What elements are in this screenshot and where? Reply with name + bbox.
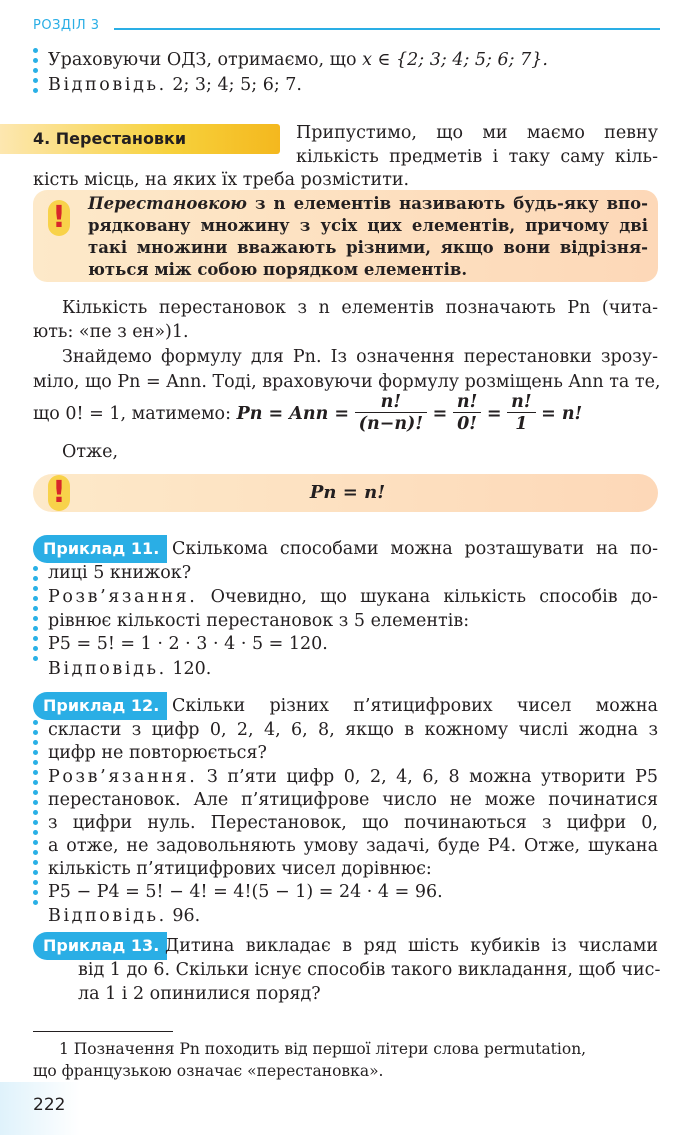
example-12-badge: Приклад 12. (33, 692, 167, 720)
intro-line-3: кість місць, на яких їх треба розмістити. (33, 170, 410, 190)
fraction-3: $\frac{n!}{1}$ (507, 392, 535, 435)
ex11-q-line-2: лиці 5 книжок? (48, 563, 192, 583)
ex11-calc: P5 = 5! = 1 · 2 · 3 · 4 · 5 = 120. (48, 634, 328, 654)
footnote-rule (33, 1031, 173, 1032)
ex12-q-line-1: Скільки різних п’ятицифрових чисел можна (172, 696, 658, 716)
definition-text: Перестановкою з n елементів називають будь-яку впо- рядковану множину з усіх цих елементів, причому дві такі множини вважають різними, якщо вони відрізня- ються між собою порядком елементів. (88, 194, 648, 279)
fraction-2: $\frac{n!}{0!}$ (453, 392, 481, 435)
p2-line-1: Знайдемо формулу для Pn. Із означення перестановки зрозу- (62, 347, 658, 367)
ex12-q-line-3: цифр не повторюється? (48, 743, 267, 763)
ex13-q-line-2: від 1 до 6. Скільки існує способів такого викладання, щоб чис- (78, 960, 661, 980)
footnote: 1 Позначення Pn походить від першої літери слова permutation, що французькою означає «перестановка». (33, 1040, 587, 1080)
odz-line: Ураховуючи ОДЗ, отримаємо, що x ∈ {2; 3; 4; 5; 6; 7}. (48, 50, 548, 70)
ex11-answer: Відповідь. 120. (48, 659, 212, 679)
intro-line-1: Припустимо, що ми маємо певну (296, 123, 658, 143)
example-11-badge: Приклад 11. (33, 535, 167, 563)
header-rule (114, 28, 660, 30)
p1-line-1: Кількість перестановок з n елементів позначають Pn (чита- (62, 298, 658, 318)
ex12-calc: P5 − P4 = 5! − 4! = 4!(5 − 1) = 24 · 4 = 96. (48, 882, 443, 902)
top-answer: Відповідь. 2; 3; 4; 5; 6; 7. (48, 75, 302, 95)
ex12-sol-line-4: а отже, не задовольняють умову задачі, буде P4. Отже, шукана (48, 836, 658, 856)
fraction-1: $\frac{n!}{(n-n)!}$ (355, 392, 427, 435)
section-header: РОЗДІЛ 3 (33, 18, 100, 33)
ex13-q-line-3: ла 1 і 2 опинилися поряд? (78, 984, 321, 1004)
example-13-badge: Приклад 13. (33, 932, 167, 960)
bullet-dots (33, 48, 39, 98)
section-title: 4. Перестановки (33, 129, 187, 148)
p2-line-2: міло, що Pn = Ann. Тоді, враховуючи формулу розміщень Ann та те, (33, 372, 661, 392)
exclamation-icon-2: ! (48, 475, 70, 511)
formula-line: що 0! = 1, матимемо: Pn = Ann = $\frac{n!}{(n-n)!}$ = $\frac{n!}{0!}$ = $\frac{n!}{1}$ = n! (33, 392, 583, 434)
ex12-sol-line-5: кількість п’ятицифрових чисел дорівнює: (48, 859, 432, 879)
page-number: 222 (33, 1095, 66, 1115)
intro-line-2: кількість предметів і таку саму кіль- (296, 147, 658, 167)
ex12-dots (33, 720, 39, 910)
exclamation-icon: ! (48, 200, 70, 236)
ex11-sol-line-2: рівнює кількості перестановок з 5 елементів: (48, 611, 470, 631)
therefore-text: Отже, (62, 442, 119, 462)
ex12-answer: Відповідь. 96. (48, 906, 201, 926)
ex12-q-line-2: скласти з цифр 0, 2, 4, 6, 8, якщо в кожному числі жодна з (48, 720, 658, 740)
ex13-q-line-1: Дитина викладає в ряд шість кубиків із числами (165, 936, 658, 956)
key-formula: Pn = n! (309, 482, 386, 503)
p1-line-2: ють: «пе з ен»)1. (33, 322, 189, 342)
ex11-q-line-1: Скількома способами можна розташувати на по- (172, 539, 658, 559)
ex11-sol-line-1: Розв’язання. Очевидно, що шукана кількість способів до- (48, 587, 658, 607)
ex12-sol-line-2: перестановок. Але п’ятицифрове число не може починатися (48, 790, 658, 810)
ex12-sol-line-1: Розв’язання. З п’яти цифр 0, 2, 4, 6, 8 можна утворити P5 (48, 767, 658, 787)
ex12-sol-line-3: з цифри нуль. Перестановок, що починаються з цифри 0, (48, 813, 658, 833)
ex11-dots (33, 566, 39, 666)
